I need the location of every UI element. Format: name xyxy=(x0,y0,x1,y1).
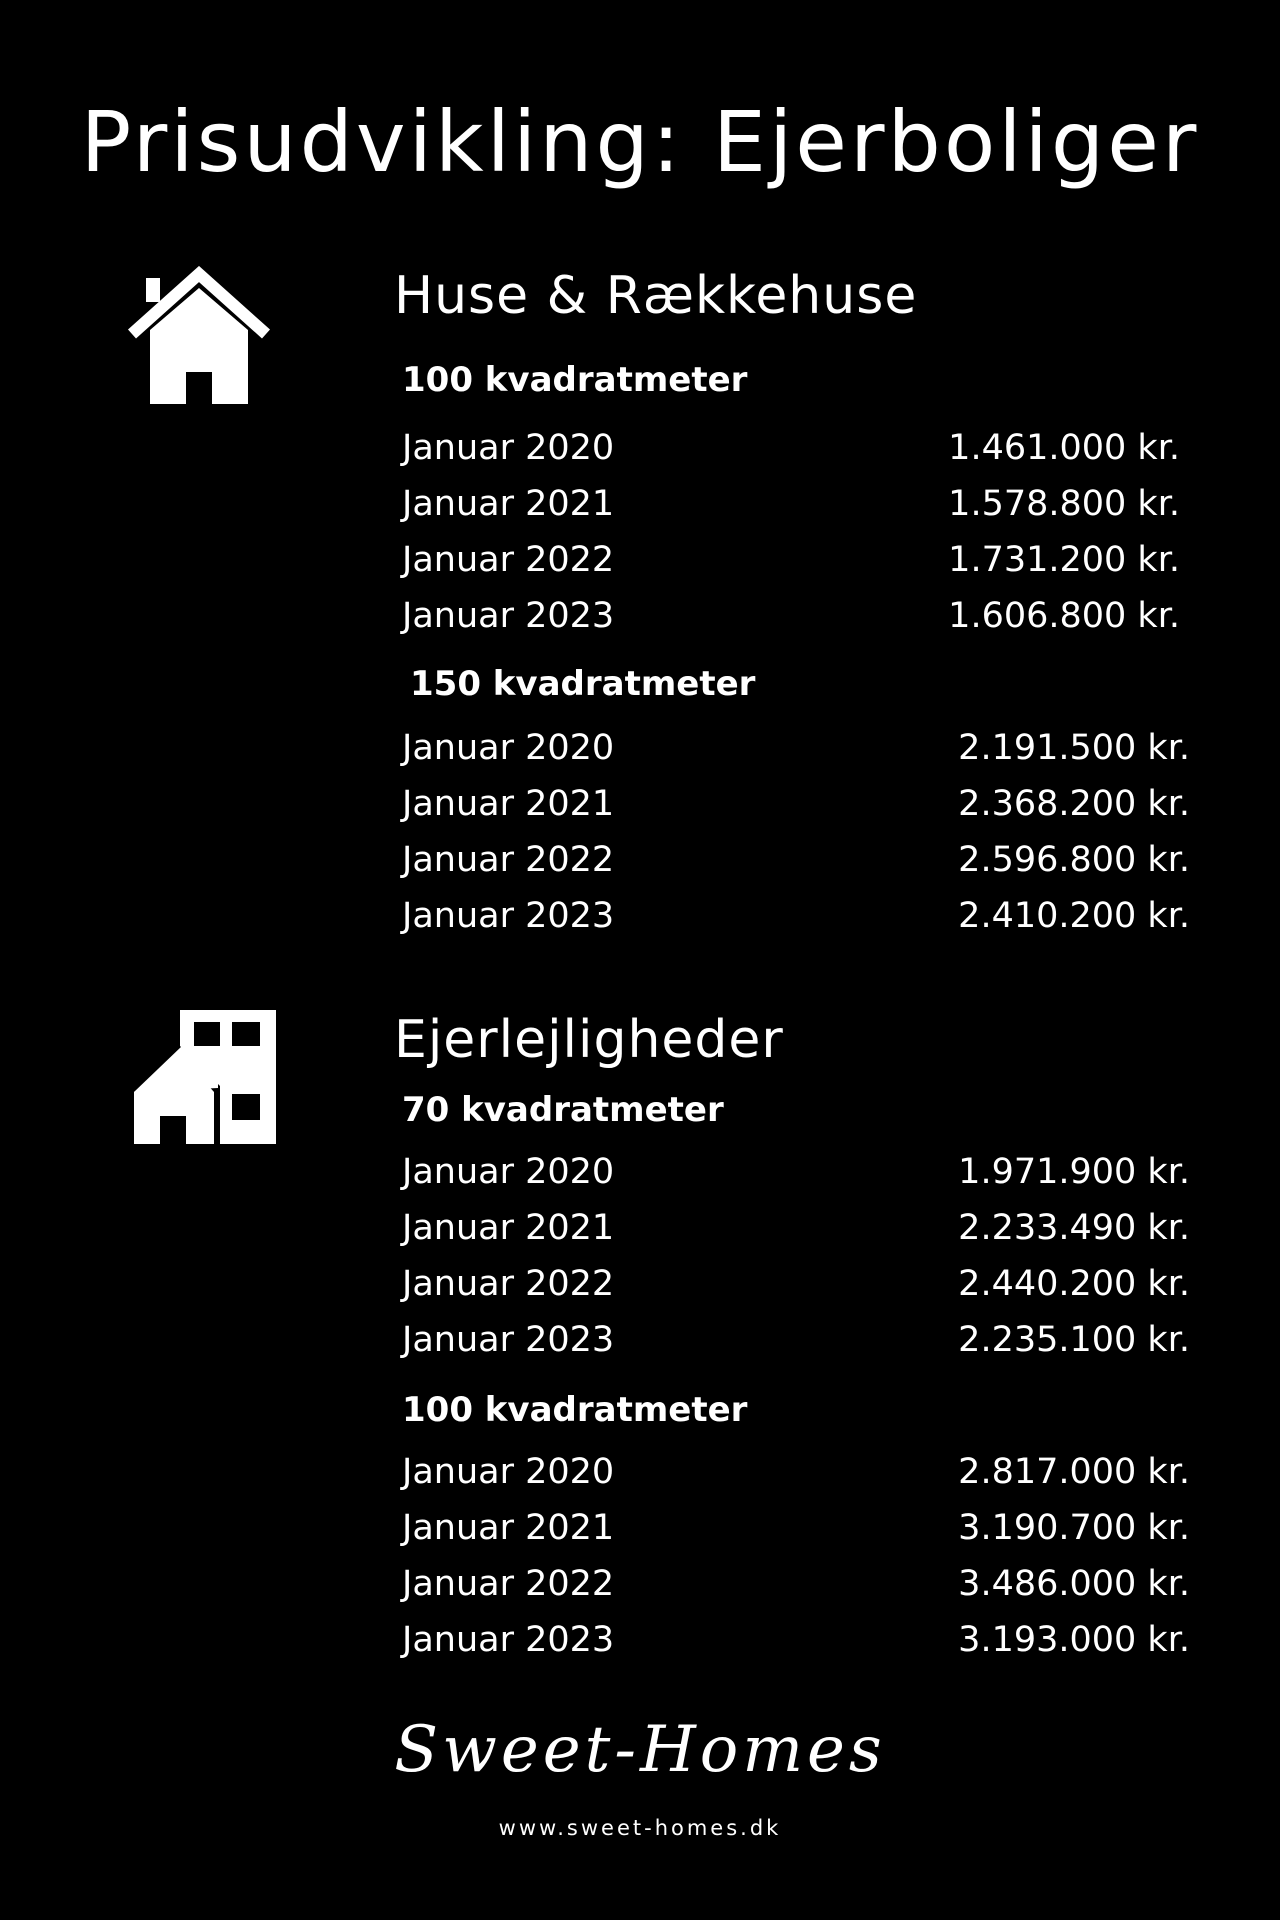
group-heading-apartments-100: 100 kvadratmeter xyxy=(402,1390,748,1430)
price-list-apartments-70 xyxy=(402,1144,1190,1368)
table-row xyxy=(402,420,1180,476)
website-url: www.sweet-homes.dk xyxy=(498,1816,782,1840)
table-row xyxy=(402,888,1190,944)
price-list-apartments-100 xyxy=(402,1444,1190,1668)
table-row xyxy=(402,1256,1190,1312)
row-value: 2.235.100 kr. xyxy=(958,1320,1190,1360)
table-row xyxy=(402,588,1180,644)
row-label: Januar 2020 xyxy=(402,1152,615,1192)
row-label: Januar 2021 xyxy=(402,1508,615,1548)
row-label: Januar 2023 xyxy=(402,1320,615,1360)
table-row xyxy=(402,1612,1190,1668)
row-value: 2.191.500 kr. xyxy=(958,728,1190,768)
row-label: Januar 2021 xyxy=(402,484,615,524)
table-row xyxy=(402,832,1190,888)
section-heading-houses: Huse & Rækkehuse xyxy=(394,266,918,326)
row-value: 2.817.000 kr. xyxy=(958,1452,1190,1492)
group-heading-houses-100: 100 kvadratmeter xyxy=(402,360,748,400)
row-label: Januar 2020 xyxy=(402,728,615,768)
row-value: 1.578.800 kr. xyxy=(948,484,1180,524)
row-label: Januar 2023 xyxy=(402,596,615,636)
row-value: 1.971.900 kr. xyxy=(958,1152,1190,1192)
row-value: 1.606.800 kr. xyxy=(948,596,1180,636)
brand-logo: Sweet-Homes xyxy=(394,1713,886,1787)
table-row xyxy=(402,476,1180,532)
price-list-houses-150 xyxy=(402,720,1190,944)
row-label: Januar 2022 xyxy=(402,540,615,580)
row-value: 2.440.200 kr. xyxy=(958,1264,1190,1304)
house-icon xyxy=(126,266,272,406)
section-heading-apartments: Ejerlejligheder xyxy=(394,1010,784,1070)
row-label: Januar 2021 xyxy=(402,1208,615,1248)
table-row xyxy=(402,1200,1190,1256)
row-value: 2.410.200 kr. xyxy=(958,896,1190,936)
row-value: 3.190.700 kr. xyxy=(958,1508,1190,1548)
row-value: 2.368.200 kr. xyxy=(958,784,1190,824)
table-row xyxy=(402,720,1190,776)
row-value: 1.731.200 kr. xyxy=(948,540,1180,580)
page-title: Prisudvikling: Ejerboliger xyxy=(80,93,1200,191)
row-label: Januar 2023 xyxy=(402,896,615,936)
row-label: Januar 2020 xyxy=(402,1452,615,1492)
row-label: Januar 2021 xyxy=(402,784,615,824)
table-row xyxy=(402,1144,1190,1200)
row-value: 1.461.000 kr. xyxy=(948,428,1180,468)
table-row xyxy=(402,1556,1190,1612)
table-row xyxy=(402,776,1190,832)
table-row xyxy=(402,1500,1190,1556)
apartment-building-icon xyxy=(132,1008,278,1144)
row-value: 3.193.000 kr. xyxy=(958,1620,1190,1660)
group-heading-apartments-70: 70 kvadratmeter xyxy=(402,1090,724,1130)
row-value: 2.596.800 kr. xyxy=(958,840,1190,880)
table-row xyxy=(402,1444,1190,1500)
row-label: Januar 2023 xyxy=(402,1620,615,1660)
table-row xyxy=(402,532,1180,588)
row-label: Januar 2022 xyxy=(402,840,615,880)
group-heading-houses-150: 150 kvadratmeter xyxy=(410,664,756,704)
row-label: Januar 2022 xyxy=(402,1264,615,1304)
row-value: 2.233.490 kr. xyxy=(958,1208,1190,1248)
price-list-houses-100 xyxy=(402,420,1180,644)
row-label: Januar 2020 xyxy=(402,428,615,468)
row-value: 3.486.000 kr. xyxy=(958,1564,1190,1604)
table-row xyxy=(402,1312,1190,1368)
row-label: Januar 2022 xyxy=(402,1564,615,1604)
